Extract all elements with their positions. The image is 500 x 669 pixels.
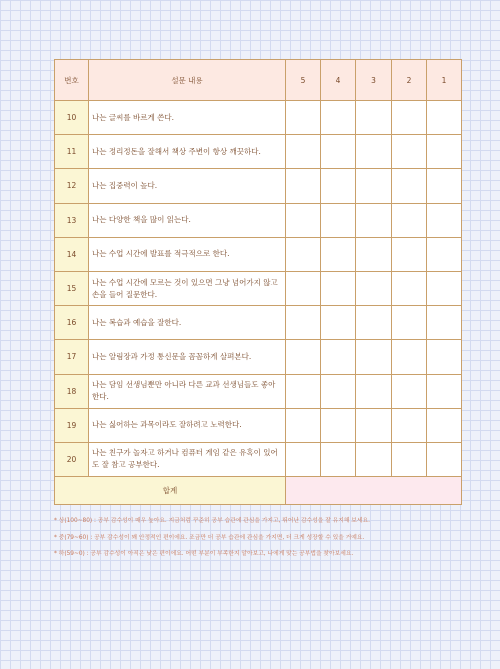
question-text: 나는 싫어하는 과목이라도 잘하려고 노력한다. <box>89 408 286 442</box>
question-text: 나는 수업 시간에 모르는 것이 있으면 그냥 넘어가지 않고 손을 들어 질문한다. <box>89 271 286 305</box>
question-text: 나는 다양한 책을 많이 읽는다. <box>89 203 286 237</box>
score-2-cell[interactable] <box>392 408 427 442</box>
row-number: 13 <box>55 203 89 237</box>
row-number: 12 <box>55 169 89 203</box>
question-text: 나는 글씨를 바르게 쓴다. <box>89 101 286 135</box>
question-text: 나는 정리정돈을 잘해서 책상 주변이 항상 깨끗하다. <box>89 135 286 169</box>
row-number: 10 <box>55 101 89 135</box>
score-5-cell[interactable] <box>286 340 321 374</box>
row-number: 19 <box>55 408 89 442</box>
score-5-cell[interactable] <box>286 237 321 271</box>
header-score-5: 5 <box>286 60 321 101</box>
score-5-cell[interactable] <box>286 101 321 135</box>
question-text: 나는 친구가 놀자고 하거나 컴퓨터 게임 같은 유혹이 있어도 잘 참고 공부한다. <box>89 442 286 476</box>
table-row <box>55 101 462 135</box>
score-4-cell[interactable] <box>321 135 356 169</box>
score-3-cell[interactable] <box>356 306 392 340</box>
score-1-cell[interactable] <box>427 101 462 135</box>
score-4-cell[interactable] <box>321 237 356 271</box>
score-4-cell[interactable] <box>321 442 356 476</box>
score-4-cell[interactable] <box>321 306 356 340</box>
score-1-cell[interactable] <box>427 306 462 340</box>
score-2-cell[interactable] <box>392 271 427 305</box>
table-row <box>55 203 462 237</box>
score-1-cell[interactable] <box>427 340 462 374</box>
header-score-3: 3 <box>356 60 392 101</box>
score-1-cell[interactable] <box>427 442 462 476</box>
score-notes <box>54 515 474 565</box>
score-3-cell[interactable] <box>356 442 392 476</box>
total-row <box>55 477 462 505</box>
header-score-1: 1 <box>427 60 462 101</box>
score-4-cell[interactable] <box>321 340 356 374</box>
header-content: 설문 내용 <box>89 60 286 101</box>
score-2-cell[interactable] <box>392 442 427 476</box>
score-2-cell[interactable] <box>392 203 427 237</box>
header-score-4: 4 <box>321 60 356 101</box>
score-5-cell[interactable] <box>286 169 321 203</box>
row-number: 20 <box>55 442 89 476</box>
table-row <box>55 442 462 476</box>
score-1-cell[interactable] <box>427 203 462 237</box>
header-score-2: 2 <box>392 60 427 101</box>
table-row <box>55 374 462 408</box>
question-text: 나는 알림장과 가정 통신문을 꼼꼼하게 살펴본다. <box>89 340 286 374</box>
question-text: 나는 복습과 예습을 잘한다. <box>89 306 286 340</box>
score-3-cell[interactable] <box>356 101 392 135</box>
note-low: * 하(59~0) : 공부 감수성이 아직은 낮은 편이에요. 어떤 부분이 부족한지 알아보고, 나에게 맞는 공부법을 찾아보세요. <box>54 551 354 557</box>
score-4-cell[interactable] <box>321 203 356 237</box>
score-3-cell[interactable] <box>356 374 392 408</box>
score-3-cell[interactable] <box>356 203 392 237</box>
score-2-cell[interactable] <box>392 237 427 271</box>
score-1-cell[interactable] <box>427 408 462 442</box>
header-number: 번호 <box>55 60 89 101</box>
row-number: 15 <box>55 271 89 305</box>
question-text: 나는 담임 선생님뿐만 아니라 다른 교과 선생님들도 좋아한다. <box>89 374 286 408</box>
table-row <box>55 237 462 271</box>
score-2-cell[interactable] <box>392 169 427 203</box>
score-1-cell[interactable] <box>427 169 462 203</box>
table-row <box>55 135 462 169</box>
score-1-cell[interactable] <box>427 237 462 271</box>
row-number: 18 <box>55 374 89 408</box>
score-5-cell[interactable] <box>286 271 321 305</box>
row-number: 16 <box>55 306 89 340</box>
score-3-cell[interactable] <box>356 237 392 271</box>
score-5-cell[interactable] <box>286 442 321 476</box>
table-row <box>55 306 462 340</box>
score-2-cell[interactable] <box>392 306 427 340</box>
row-number: 17 <box>55 340 89 374</box>
score-2-cell[interactable] <box>392 374 427 408</box>
score-2-cell[interactable] <box>392 101 427 135</box>
note-high: * 상(100~80) : 공부 감수성이 매우 높아요. 지금처럼 꾸준히 공부 습관에 관심을 가지고, 뛰어난 감수성을 잘 유지해 보세요. <box>54 518 370 524</box>
row-number: 14 <box>55 237 89 271</box>
score-5-cell[interactable] <box>286 374 321 408</box>
score-5-cell[interactable] <box>286 203 321 237</box>
score-3-cell[interactable] <box>356 340 392 374</box>
score-5-cell[interactable] <box>286 135 321 169</box>
row-number: 11 <box>55 135 89 169</box>
question-text: 나는 수업 시간에 발표를 적극적으로 한다. <box>89 237 286 271</box>
table-row <box>55 340 462 374</box>
score-3-cell[interactable] <box>356 271 392 305</box>
score-4-cell[interactable] <box>321 169 356 203</box>
table-row <box>55 169 462 203</box>
score-1-cell[interactable] <box>427 271 462 305</box>
score-1-cell[interactable] <box>427 135 462 169</box>
question-text: 나는 집중력이 높다. <box>89 169 286 203</box>
score-5-cell[interactable] <box>286 306 321 340</box>
survey-table <box>54 59 462 505</box>
total-value-cell[interactable] <box>286 477 462 505</box>
score-3-cell[interactable] <box>356 135 392 169</box>
score-2-cell[interactable] <box>392 340 427 374</box>
table-row <box>55 271 462 305</box>
score-4-cell[interactable] <box>321 101 356 135</box>
score-2-cell[interactable] <box>392 135 427 169</box>
header-row <box>55 60 462 101</box>
table-row <box>55 408 462 442</box>
score-1-cell[interactable] <box>427 374 462 408</box>
total-label: 합계 <box>55 477 286 505</box>
score-5-cell[interactable] <box>286 408 321 442</box>
score-4-cell[interactable] <box>321 408 356 442</box>
score-3-cell[interactable] <box>356 408 392 442</box>
score-3-cell[interactable] <box>356 169 392 203</box>
score-4-cell[interactable] <box>321 271 356 305</box>
note-middle: * 중(79~60) : 공부 감수성이 꽤 안정적인 편이에요. 조금만 더 공부 습관에 관심을 가지면, 더 크게 성장할 수 있을 거예요. <box>54 534 365 541</box>
score-4-cell[interactable] <box>321 374 356 408</box>
